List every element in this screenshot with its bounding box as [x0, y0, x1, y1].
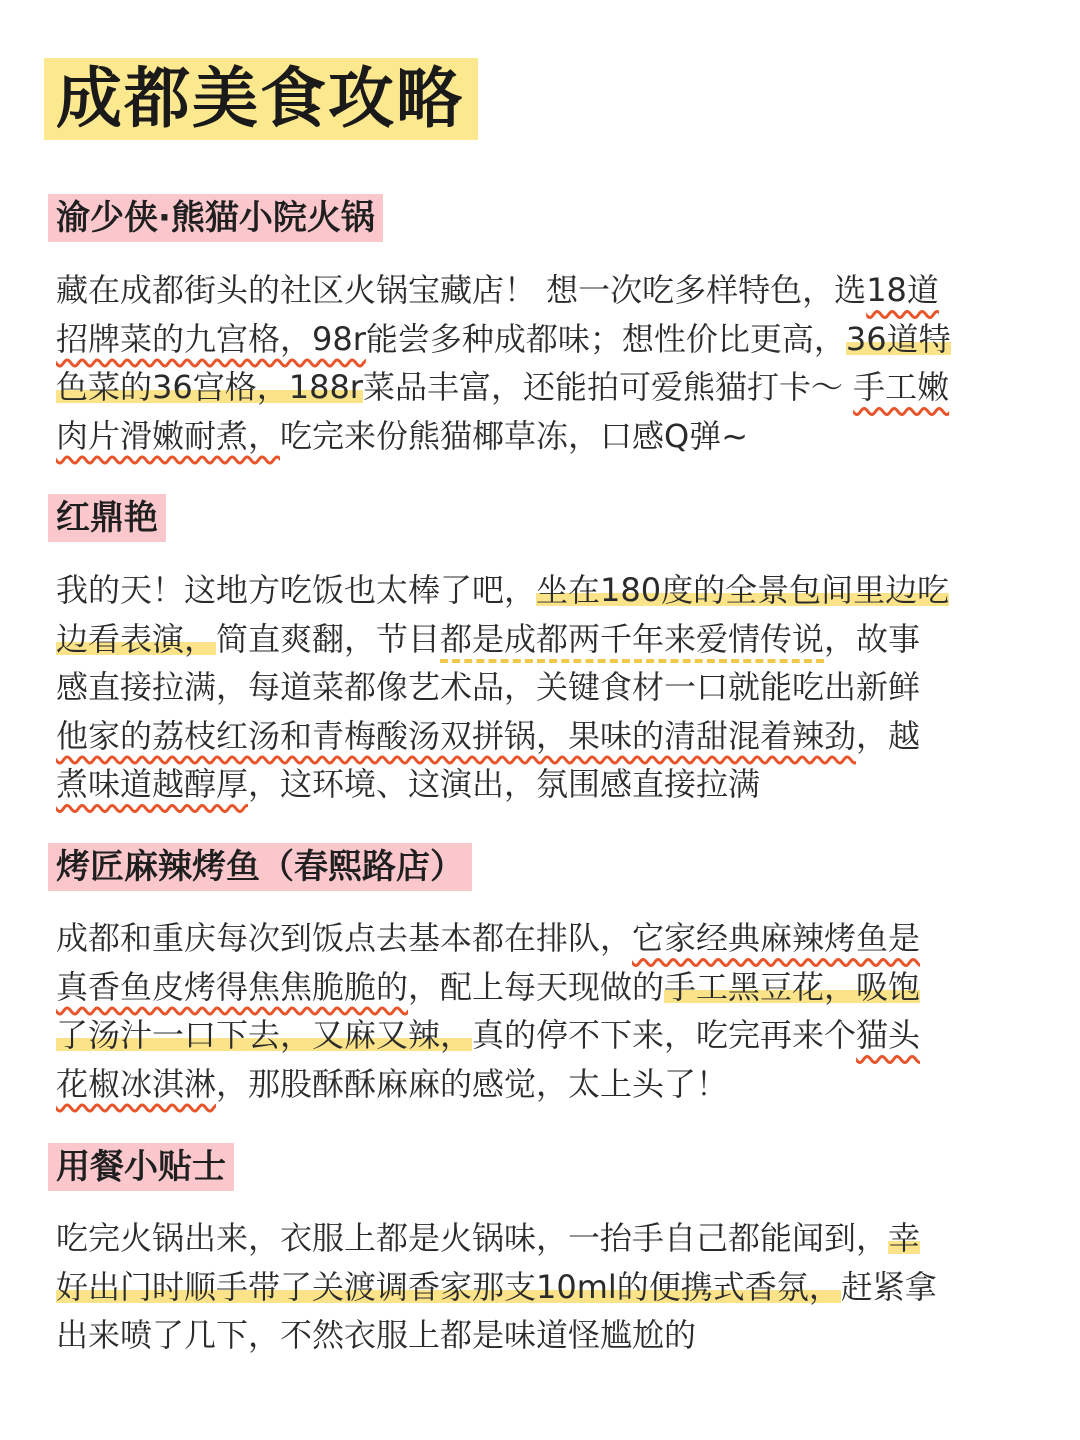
- text-span: 赶紧拿: [840, 1267, 937, 1306]
- underlined-text: 猫头: [856, 1016, 921, 1054]
- highlighted-text: 了汤汁一口下去，又麻又辣，: [56, 1016, 473, 1054]
- underlined-text: 他家的荔枝红汤和青梅酸汤双拼锅，果味的清甜混着辣劲: [56, 716, 857, 755]
- text-span: 简直爽翻，节目: [216, 619, 441, 658]
- text-span: 我的天！这地方吃饭也太棒了吧，: [56, 571, 537, 609]
- section-body-yushaoxia: [56, 266, 1028, 460]
- underlined-text: 它家经典麻辣烤鱼是: [632, 919, 921, 957]
- text-span: 藏在成都街头的社区火锅宝藏店！ 想一次吃多样特色，选: [56, 271, 867, 309]
- page-title: 成都美食攻略: [44, 58, 478, 140]
- text-line: [56, 615, 1028, 664]
- text-line: [56, 1263, 1028, 1312]
- text-line: [56, 315, 1028, 364]
- highlighted-text: 色菜的36宫格，188r: [56, 368, 363, 406]
- underlined-text: 18道: [866, 271, 939, 309]
- text-span: 菜品丰富，还能拍可爱熊猫打卡～: [362, 368, 854, 406]
- section-heading-kaojiang: 烤匠麻辣烤鱼（春熙路店）: [48, 843, 472, 891]
- text-span: 吃完火锅出来，衣服上都是火锅味，一抬手自己都能闻到，: [56, 1219, 889, 1257]
- text-line: [56, 1011, 1028, 1060]
- highlighted-text: 手工黑豆花，吸饱: [664, 967, 921, 1006]
- text-span: 能尝多种成都味；想性价比更高，: [365, 319, 846, 358]
- highlighted-text: 坐在180度的全景包间里边吃: [536, 571, 950, 609]
- highlighted-text: 幸: [888, 1219, 921, 1257]
- text-line: [56, 914, 1028, 963]
- underlined-text: 真香鱼皮烤得焦焦脆脆的: [56, 967, 409, 1006]
- text-span: 成都和重庆每次到饭点去基本都在排队，: [56, 919, 633, 957]
- underlined-text: 煮味道越醇厚: [56, 765, 249, 803]
- text-span: 感直接拉满，每道菜都像艺术品，关键食材一口就能吃出新鲜: [56, 668, 921, 706]
- text-span: ，这环境、这演出，氛围感直接拉满: [248, 765, 761, 803]
- section-heading-yushaoxia: 渝少侠·熊猫小院火锅: [48, 194, 383, 242]
- text-span: ，那股酥酥麻麻的感觉，太上头了！: [216, 1064, 729, 1103]
- underlined-text: 招牌菜的九宫格，98r: [56, 319, 366, 358]
- text-line: [56, 1214, 1028, 1263]
- text-line: [56, 412, 1028, 461]
- section-body-tips: [56, 1214, 1028, 1360]
- text-line: [56, 963, 1028, 1012]
- section-heading-hongdingyan: 红鼎艳: [48, 494, 166, 542]
- text-line: [56, 760, 1028, 809]
- text-span: ，配上每天现做的: [408, 967, 665, 1006]
- section-body-kaojiang: [56, 914, 1028, 1108]
- text-line: [56, 712, 1028, 761]
- text-line: [56, 363, 1028, 412]
- text-span: ，故事: [824, 619, 921, 658]
- highlighted-text: 好出门时顺手带了关渡调香家那支10ml的便携式香氛，: [56, 1267, 841, 1306]
- text-line: [56, 566, 1028, 615]
- underlined-text: 手工嫩: [853, 368, 950, 406]
- text-line: [56, 663, 1028, 712]
- highlighted-text: 36道特: [845, 319, 951, 358]
- text-span: ，越: [856, 716, 921, 755]
- text-line: [56, 1060, 1028, 1109]
- text-line: [56, 1311, 1028, 1360]
- highlighted-text: 边看表演，: [56, 619, 217, 658]
- underlined-text: 花椒冰淇淋: [56, 1064, 217, 1103]
- underlined-text: 肉片滑嫩耐煮，: [56, 416, 281, 455]
- section-heading-tips: 用餐小贴士: [48, 1143, 234, 1191]
- text-span: 吃完来份熊猫椰草冻，口感Q弹~: [280, 416, 749, 455]
- dashed-underlined-text: 都是成都两千年来爱情传说: [440, 619, 825, 658]
- text-span: 出来喷了几下，不然衣服上都是味道怪尴尬的: [56, 1316, 697, 1354]
- text-line: [56, 266, 1028, 315]
- text-span: 真的停不下来，吃完再来个: [472, 1016, 857, 1054]
- section-body-hongdingyan: [56, 566, 1028, 809]
